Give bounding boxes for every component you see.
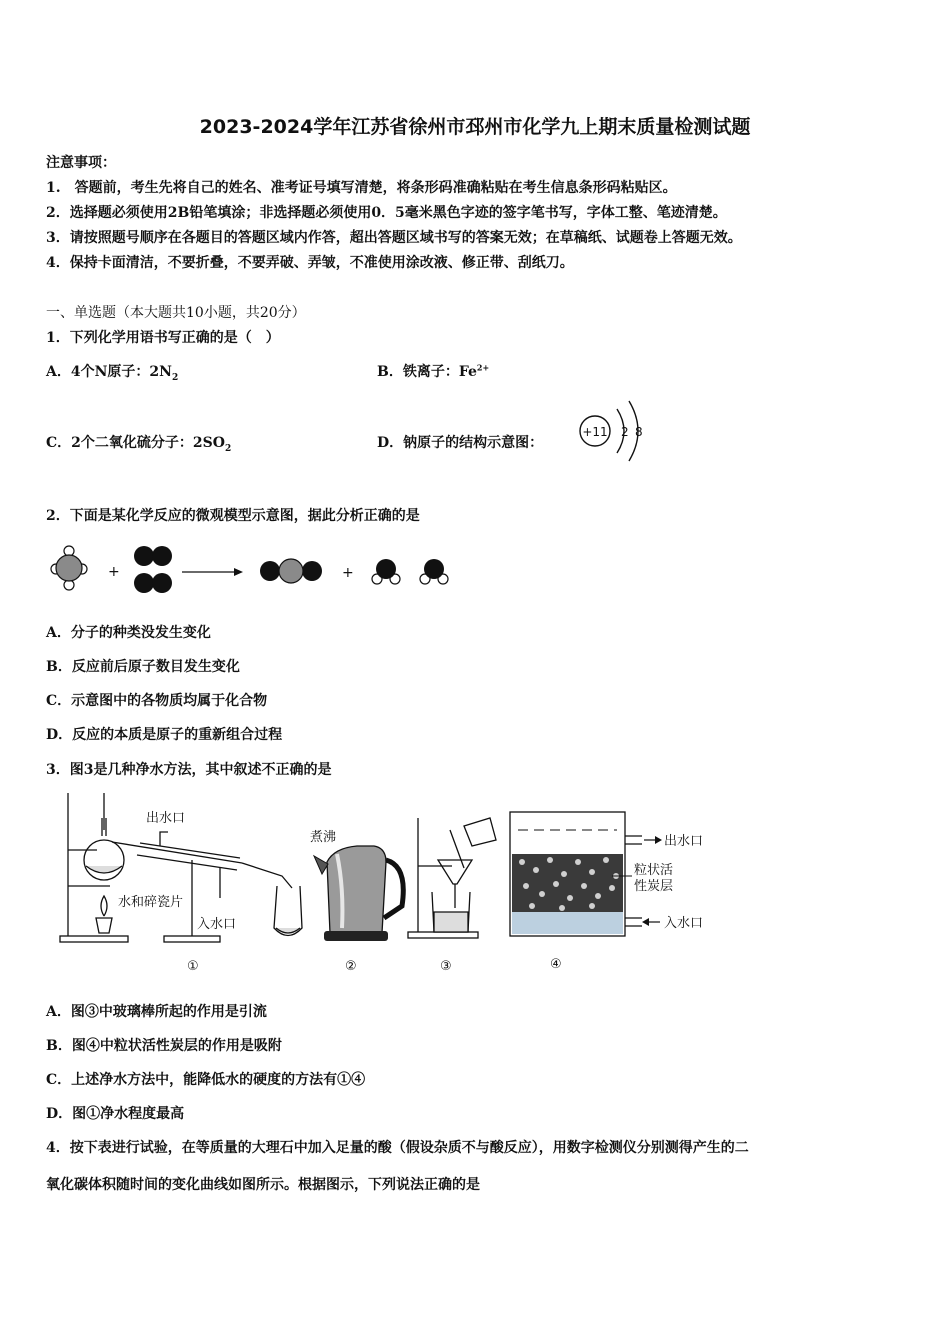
q3-option-b: B．图④中粒状活性炭层的作用是吸附 xyxy=(46,1038,282,1054)
figure-label-3: ③ xyxy=(440,959,452,974)
q1-option-c-text: C．2个二氧化硫分子：2SO xyxy=(46,435,225,451)
q1-option-c-subscript: 2 xyxy=(224,443,232,454)
water-purification-figure xyxy=(52,788,712,978)
flask-liquid xyxy=(86,866,122,873)
reaction-model-diagram xyxy=(44,540,464,602)
molecules-o2 xyxy=(134,546,172,593)
molecule-co2 xyxy=(260,559,322,583)
adapter-tube xyxy=(242,863,292,888)
bottom-water xyxy=(512,912,623,934)
label-water-chips: 水和碎瓷片 xyxy=(118,895,184,910)
question-4-stem-line-1: 4．按下表进行试验，在等质量的大理石中加入足量的酸（假设杂质不与酸反应），用数字检测仪分别测得产生的二 xyxy=(46,1140,749,1156)
plus-sign: + xyxy=(342,565,354,581)
q2-option-a: A．分子的种类没发生变化 xyxy=(46,625,211,641)
kettle-body xyxy=(327,846,386,933)
molecule-ch4 xyxy=(51,546,87,590)
kettle-spout xyxy=(314,856,328,874)
label-inlet-2: 入水口 xyxy=(664,916,704,931)
oxygen-atom xyxy=(260,561,280,581)
oxygen-atom xyxy=(152,546,172,566)
q1-option-a xyxy=(46,361,178,383)
q1-option-a-subscript: 2 xyxy=(171,372,179,383)
figure-label-4: ④ xyxy=(550,957,562,972)
filtrate-liquid xyxy=(434,912,468,932)
q2-option-c: C．示意图中的各物质均属于化合物 xyxy=(46,693,268,709)
electric-kettle xyxy=(314,846,403,941)
label-outlet-2: 出水口 xyxy=(664,834,704,849)
notice-item: 2．选择题必须使用2B铅笔填涂；非选择题必须使用0．5毫米黑色字迹的签字笔书写，字体工整、笔迹清楚。 xyxy=(46,205,727,221)
kettle-handle xyxy=(384,860,403,918)
oxygen-atom xyxy=(302,561,322,581)
distilling-flask xyxy=(84,840,124,880)
q1-option-a-text: A．4个N原子：2N xyxy=(46,364,172,380)
condenser-jacket-bottom xyxy=(137,855,237,870)
oxygen-atom xyxy=(134,546,154,566)
inlet-pipe xyxy=(625,918,642,926)
q1-option-b-superscript: 2+ xyxy=(476,362,490,373)
q1-option-b xyxy=(377,361,489,381)
carbon-atom xyxy=(279,559,303,583)
q3-option-a: A．图③中玻璃棒所起的作用是引流 xyxy=(46,1004,267,1020)
filter-stand-base xyxy=(408,932,478,938)
oxygen-atom xyxy=(134,573,154,593)
section-heading: 一、单选题（本大题共10小题，共20分） xyxy=(46,305,306,321)
q3-option-c: C．上述净水方法中，能降低水的硬度的方法有①④ xyxy=(46,1072,366,1088)
q1-option-c xyxy=(46,432,231,454)
label-boiling: 煮沸 xyxy=(310,830,337,845)
q3-option-d: D．图①净水程度最高 xyxy=(46,1106,185,1122)
question-1-stem: 1．下列化学用语书写正确的是（ ） xyxy=(46,330,280,346)
q2-option-d: D．反应的本质是原子的重新组合过程 xyxy=(46,727,283,743)
oxygen-atom xyxy=(424,559,444,579)
reaction-arrowhead xyxy=(234,568,243,576)
q1-option-d: D．钠原子的结构示意图： xyxy=(377,435,544,451)
outlet-pipe xyxy=(625,836,642,844)
label-carbon-line-1: 粒状活 xyxy=(634,863,674,878)
carbon-atom xyxy=(56,555,82,581)
notice-item: 3．请按照题号顺序在各题目的答题区域内作答，超出答题区域书写的答案无效；在草稿纸、试题卷上答题无效。 xyxy=(46,230,742,246)
notice-item: 4．保持卡面清洁，不要折叠，不要弄破、弄皱，不准使用涂改液、修正带、刮纸刀。 xyxy=(46,255,574,271)
oxygen-atom xyxy=(376,559,396,579)
pouring-beaker xyxy=(464,818,496,846)
condenser-stand-base xyxy=(164,936,220,942)
condenser-jacket-top xyxy=(140,843,240,858)
q2-option-b: B．反应前后原子数目发生变化 xyxy=(46,659,240,675)
condenser-inner-tube xyxy=(112,842,242,863)
water-outlet-pipe xyxy=(160,832,168,846)
question-2-stem: 2．下面是某化学反应的微观模型示意图，据此分析正确的是 xyxy=(46,508,420,524)
glass-rod xyxy=(450,830,464,868)
oxygen-atom xyxy=(152,573,172,593)
label-outlet-1: 出水口 xyxy=(146,811,186,826)
shell-1-count: 2 xyxy=(621,425,629,439)
shell-2-count: 8 xyxy=(635,425,643,439)
notice-heading: 注意事项： xyxy=(46,155,116,171)
stand-base xyxy=(60,936,128,942)
figure-label-1: ① xyxy=(187,959,199,974)
molecules-h2o xyxy=(372,559,448,584)
outlet-arrowhead xyxy=(655,836,662,844)
page-title: 2023-2024学年江苏省徐州市邳州市化学九上期末质量检测试题 xyxy=(199,116,751,138)
plus-sign: + xyxy=(108,564,120,580)
label-inlet-1: 入水口 xyxy=(197,917,237,932)
question-4-stem-line-2: 氧化碳体积随时间的变化曲线如图所示。根据图示，下列说法正确的是 xyxy=(46,1177,480,1193)
filter-funnel xyxy=(438,860,472,884)
nucleus-charge: +11 xyxy=(582,425,608,439)
question-3-stem: 3．图3是几种净水方法，其中叙述不正确的是 xyxy=(46,762,332,778)
alcohol-lamp xyxy=(96,918,112,933)
q1-option-b-text: B．铁离子：Fe xyxy=(377,364,477,380)
figure-label-2: ② xyxy=(345,959,357,974)
sodium-atom-diagram xyxy=(575,395,655,469)
label-carbon-line-2: 性炭层 xyxy=(634,879,674,894)
notice-item: 1. 答题前，考生先将自己的姓名、准考证号填写清楚，将条形码准确粘贴在考生信息条形码粘贴区。 xyxy=(46,180,677,196)
kettle-base xyxy=(324,931,388,941)
lamp-flame xyxy=(101,896,107,916)
filtration-apparatus xyxy=(408,818,496,938)
inlet-arrowhead xyxy=(642,918,649,926)
